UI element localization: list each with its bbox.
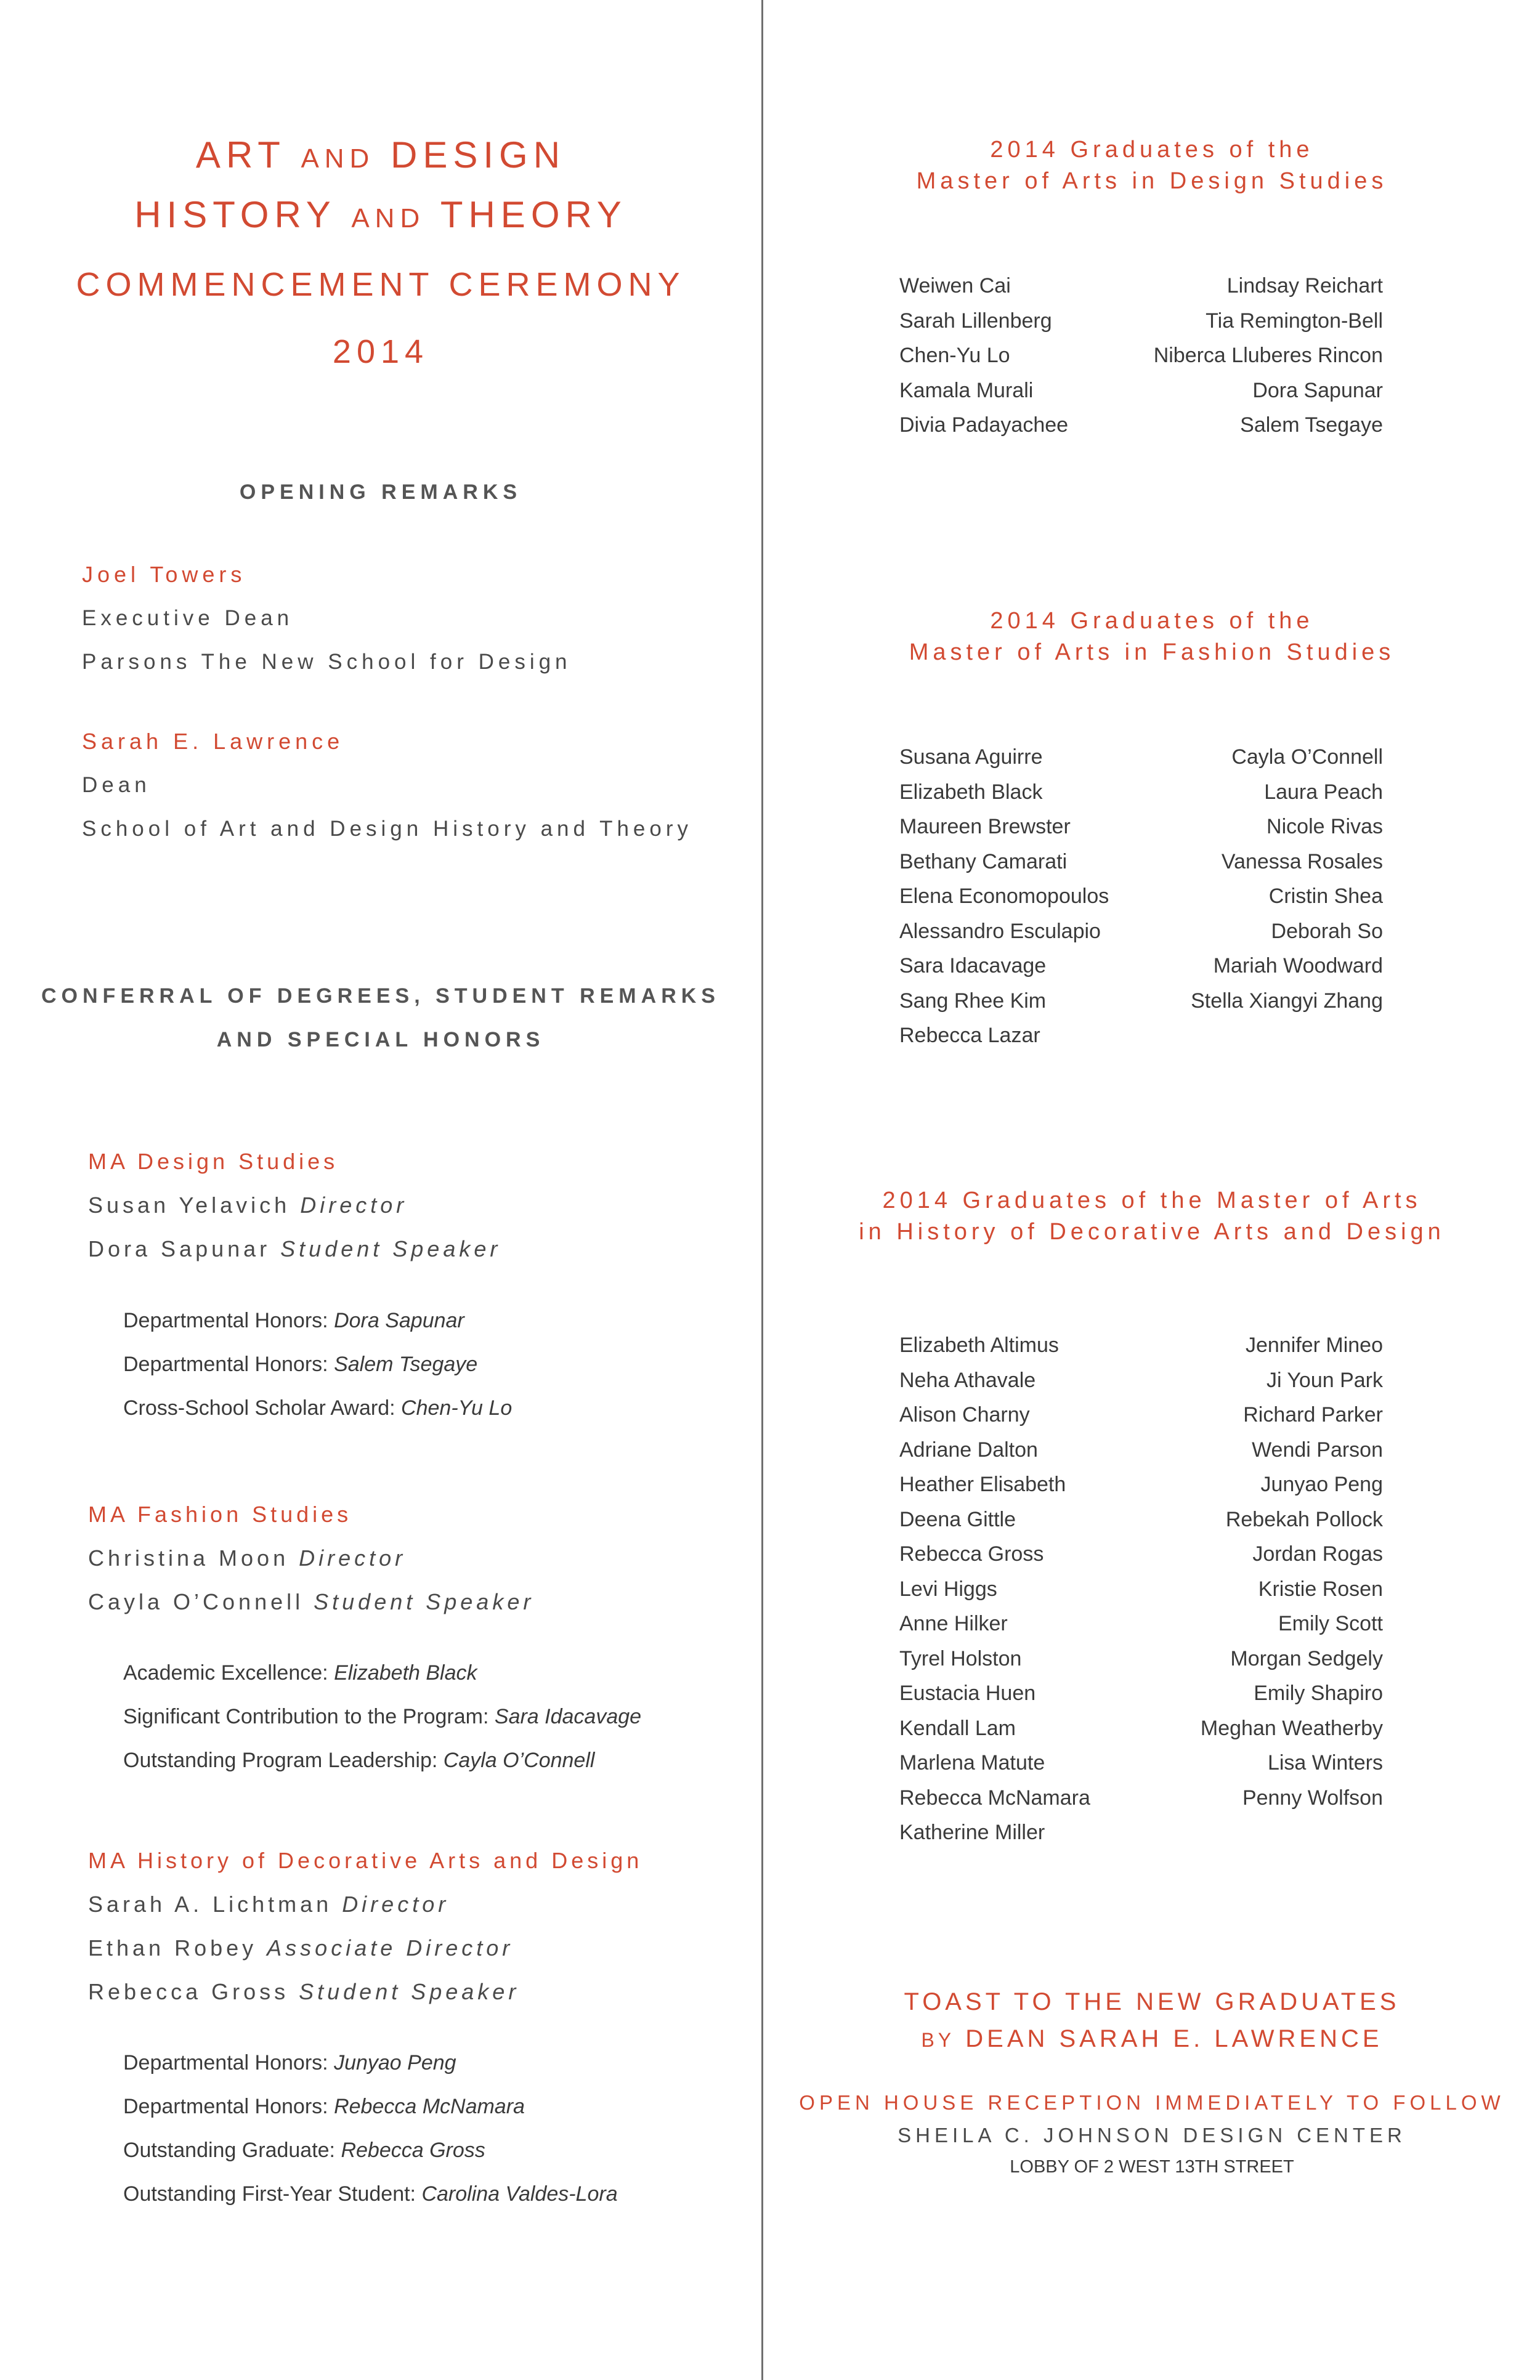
speaker-org: Parsons The New School for Design xyxy=(82,650,572,674)
graduates-list-decorative-right xyxy=(1201,1328,1383,1815)
graduate-name: Jordan Rogas xyxy=(1252,1542,1383,1566)
graduates-heading-decorative: 2014 Graduates of the Master of Arts in History of Decorative Arts and Design xyxy=(859,1188,1445,1245)
graduates-heading-design: 2014 Graduates of the Master of Arts in Design Studies xyxy=(916,137,1388,194)
graduate-name: Alessandro Esculapio xyxy=(899,919,1101,943)
graduate-name: Meghan Weatherby xyxy=(1200,1716,1383,1740)
graduate-name: Ji Youn Park xyxy=(1266,1368,1383,1392)
speaker-name: Sarah E. Lawrence xyxy=(82,729,344,754)
graduate-name: Nicole Rivas xyxy=(1266,815,1383,838)
graduate-name: Jennifer Mineo xyxy=(1245,1334,1383,1357)
program-title xyxy=(0,134,761,370)
graduate-name: Penny Wolfson xyxy=(1242,1786,1383,1810)
graduate-name: Heather Elisabeth xyxy=(899,1473,1066,1496)
speaker-title: Dean xyxy=(82,773,151,797)
graduates-list-fashion-right xyxy=(1191,740,1383,1018)
graduate-name: Deena Gittle xyxy=(899,1507,1016,1531)
graduate-name: Bethany Camarati xyxy=(899,849,1068,873)
graduate-name: Levi Higgs xyxy=(899,1577,997,1601)
graduate-name: Eustacia Huen xyxy=(899,1682,1036,1705)
conferral-heading: CONFERRAL OF DEGREES, STUDENT REMARKS xyxy=(41,984,720,1008)
toast-byline: BY DEAN SARAH E. LAWRENCE xyxy=(921,2025,1383,2052)
graduate-name: Niberca Lluberes Rincon xyxy=(1153,344,1383,367)
title-year: 2014 xyxy=(332,333,429,370)
honor-item: Outstanding Program Leadership: Cayla O’Connell xyxy=(123,1749,595,1772)
honor-item: Significant Contribution to the Program: Sara Idacavage xyxy=(123,1705,642,1728)
graduate-name: Divia Padayachee xyxy=(899,413,1069,437)
honor-item: Departmental Honors: Salem Tsegaye xyxy=(123,1353,478,1376)
graduate-name: Elena Economopoulos xyxy=(899,884,1109,908)
graduate-name: Junyao Peng xyxy=(1260,1473,1383,1496)
honor-item: Academic Excellence: Elizabeth Black xyxy=(123,1661,477,1685)
graduate-name: Sara Idacavage xyxy=(899,954,1047,977)
conferral-heading-2: AND SPECIAL HONORS xyxy=(216,1028,545,1051)
graduate-name: Cayla O’Connell xyxy=(1231,745,1383,769)
graduate-name: Anne Hilker xyxy=(899,1612,1008,1635)
graduate-name: Lindsay Reichart xyxy=(1226,274,1383,298)
graduates-list-design-left xyxy=(899,269,1068,443)
graduate-name: Morgan Sedgely xyxy=(1230,1646,1383,1670)
graduate-name: Weiwen Cai xyxy=(899,274,1011,298)
graduate-name: Katherine Miller xyxy=(899,1821,1045,1844)
graduate-name: Tia Remington-Bell xyxy=(1206,309,1383,333)
graduate-name: Cristin Shea xyxy=(1268,884,1383,908)
program-director: Christina Moon Director xyxy=(88,1545,407,1571)
graduate-name: Kendall Lam xyxy=(899,1716,1016,1740)
graduate-name: Salem Tsegaye xyxy=(1240,413,1383,437)
graduate-name: Maureen Brewster xyxy=(899,815,1071,838)
graduates-list-decorative-left xyxy=(899,1328,1090,1850)
toast-heading: TOAST TO THE NEW GRADUATES xyxy=(904,1988,1400,2015)
graduate-name: Laura Peach xyxy=(1264,780,1383,804)
title-line-1: ART AND DESIGN xyxy=(195,134,566,176)
honor-item: Departmental Honors: Junyao Peng xyxy=(123,2051,456,2074)
opening-remarks-heading: OPENING REMARKS xyxy=(239,480,522,504)
graduate-name: Kristie Rosen xyxy=(1258,1577,1383,1601)
program-director: Susan Yelavich Director xyxy=(88,1192,408,1218)
graduates-list-design-right xyxy=(1154,269,1383,443)
program-associate-director: Ethan Robey Associate Director xyxy=(88,1935,514,1961)
graduate-name: Alison Charny xyxy=(899,1403,1030,1427)
graduate-name: Marlena Matute xyxy=(899,1751,1045,1775)
reception-venue: SHEILA C. JOHNSON DESIGN CENTER xyxy=(898,2124,1406,2147)
title-ceremony: COMMENCEMENT CEREMONY xyxy=(76,266,686,303)
reception-heading: OPEN HOUSE RECEPTION IMMEDIATELY TO FOLLOW xyxy=(799,2091,1505,2114)
graduate-name: Sang Rhee Kim xyxy=(899,989,1047,1013)
graduate-name: Wendi Parson xyxy=(1252,1438,1383,1462)
graduate-name: Rebekah Pollock xyxy=(1225,1507,1383,1531)
graduate-name: Emily Scott xyxy=(1278,1612,1383,1635)
graduate-name: Kamala Murali xyxy=(899,378,1034,402)
graduate-name: Dora Sapunar xyxy=(1252,378,1383,402)
honor-item: Outstanding Graduate: Rebecca Gross xyxy=(123,2139,485,2162)
graduates-heading-fashion: 2014 Graduates of the Master of Arts in Fashion Studies xyxy=(909,608,1395,665)
graduate-name: Elizabeth Black xyxy=(899,780,1043,804)
honor-item: Departmental Honors: Rebecca McNamara xyxy=(123,2095,525,2118)
graduate-name: Susana Aguirre xyxy=(899,745,1043,769)
honor-item: Departmental Honors: Dora Sapunar xyxy=(123,1309,464,1332)
program-student-speaker: Rebecca Gross Student Speaker xyxy=(88,1979,520,2004)
honor-item: Outstanding First-Year Student: Carolina Valdes-Lora xyxy=(123,2182,618,2206)
program-heading: MA Design Studies xyxy=(88,1149,339,1174)
graduate-name: Mariah Woodward xyxy=(1213,954,1383,977)
graduate-name: Vanessa Rosales xyxy=(1221,849,1383,873)
title-line-2: HISTORY AND THEORY xyxy=(134,194,627,235)
program-director: Sarah A. Lichtman Director xyxy=(88,1892,450,1917)
reception-address: LOBBY OF 2 WEST 13TH STREET xyxy=(1010,2157,1294,2177)
column-divider xyxy=(761,0,763,2380)
speaker-title: Executive Dean xyxy=(82,606,294,630)
graduate-name: Stella Xiangyi Zhang xyxy=(1191,989,1383,1013)
program-heading: MA Fashion Studies xyxy=(88,1502,352,1527)
graduate-name: Tyrel Holston xyxy=(899,1646,1022,1670)
graduate-name: Lisa Winters xyxy=(1267,1751,1383,1775)
graduate-name: Rebecca Gross xyxy=(899,1542,1044,1566)
graduate-name: Rebecca Lazar xyxy=(899,1024,1040,1047)
graduate-name: Emily Shapiro xyxy=(1254,1682,1383,1705)
graduate-name: Neha Athavale xyxy=(899,1368,1036,1392)
graduate-name: Elizabeth Altimus xyxy=(899,1334,1059,1357)
speaker-org: School of Art and Design History and Theory xyxy=(82,817,693,841)
graduates-list-fashion-left xyxy=(899,740,1109,1053)
graduate-name: Richard Parker xyxy=(1243,1403,1383,1427)
program-student-speaker: Dora Sapunar Student Speaker xyxy=(88,1236,501,1261)
speaker-name: Joel Towers xyxy=(82,562,246,587)
program-student-speaker: Cayla O’Connell Student Speaker xyxy=(88,1589,535,1614)
graduate-name: Deborah So xyxy=(1271,919,1383,943)
graduate-name: Chen-Yu Lo xyxy=(899,344,1010,367)
graduate-name: Sarah Lillenberg xyxy=(899,309,1052,333)
honor-item: Cross-School Scholar Award: Chen-Yu Lo xyxy=(123,1396,513,1420)
graduate-name: Rebecca McNamara xyxy=(899,1786,1090,1810)
graduate-name: Adriane Dalton xyxy=(899,1438,1038,1462)
program-heading: MA History of Decorative Arts and Design xyxy=(88,1848,643,1873)
